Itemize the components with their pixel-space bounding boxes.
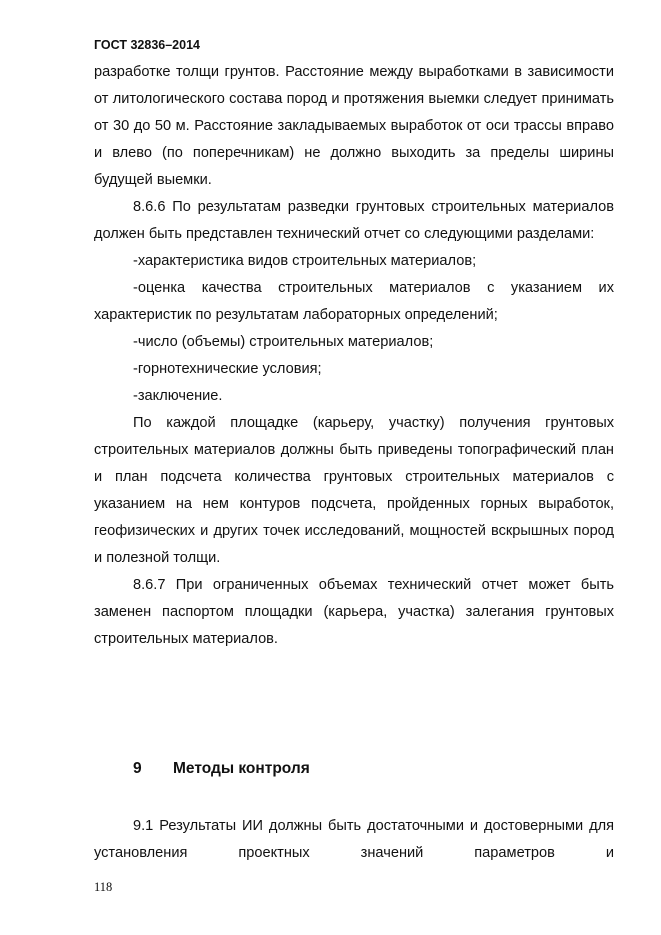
page-number: 118	[94, 880, 113, 894]
paragraph-8-6-6: 8.6.6 По результатам разведки грунтовых строительных материалов должен быть представлен технический отчет со следующими разделами:	[94, 199, 614, 242]
document-header: ГОСТ 32836–2014	[94, 38, 200, 52]
paragraph-8-6-7: 8.6.7 При ограниченных объемах технический отчет может быть заменен паспортом площадки (карьера, участка) залегания грунтовых строительных материалов.	[94, 577, 614, 647]
section-text	[94, 813, 614, 867]
paragraph-site-plan: По каждой площадке (карьеру, участку) получения грунтовых строительных материалов должны быть приведены топографический план и план подсчета количества грунтовых строительных материалов с указанием на нем контуров подсчета, пройденных горных выработок, геофизических и других точек исследований, мощностей вскрышных пород и полезной толщи.	[94, 415, 614, 566]
list-item: -число (объемы) строительных материалов;	[133, 334, 434, 350]
list-item: -горнотехнические условия;	[133, 361, 322, 377]
section-number: 9	[133, 760, 142, 777]
main-text	[94, 59, 614, 653]
list-item: -характеристика видов строительных материалов;	[133, 253, 477, 269]
list-item: -заключение.	[133, 388, 223, 404]
paragraph-continuation: разработке толщи грунтов. Расстояние между выработками в зависимости от литологического состава пород и протяжения выемки следует принимать от 30 до 50 м. Расстояние закладываемых выработок от оси трассы вправо и влево (по поперечникам) не должно выходить за пределы ширины будущей выемки.	[94, 64, 614, 188]
list-item: -оценка качества строительных материалов с указанием их характеристик по результатам лабораторных определений;	[94, 280, 614, 323]
paragraph-9-1: 9.1 Результаты ИИ должны быть достаточными и достоверными для установления проектных значений параметров и	[94, 818, 614, 861]
section-heading	[133, 760, 310, 778]
section-title: Методы контроля	[173, 760, 310, 777]
